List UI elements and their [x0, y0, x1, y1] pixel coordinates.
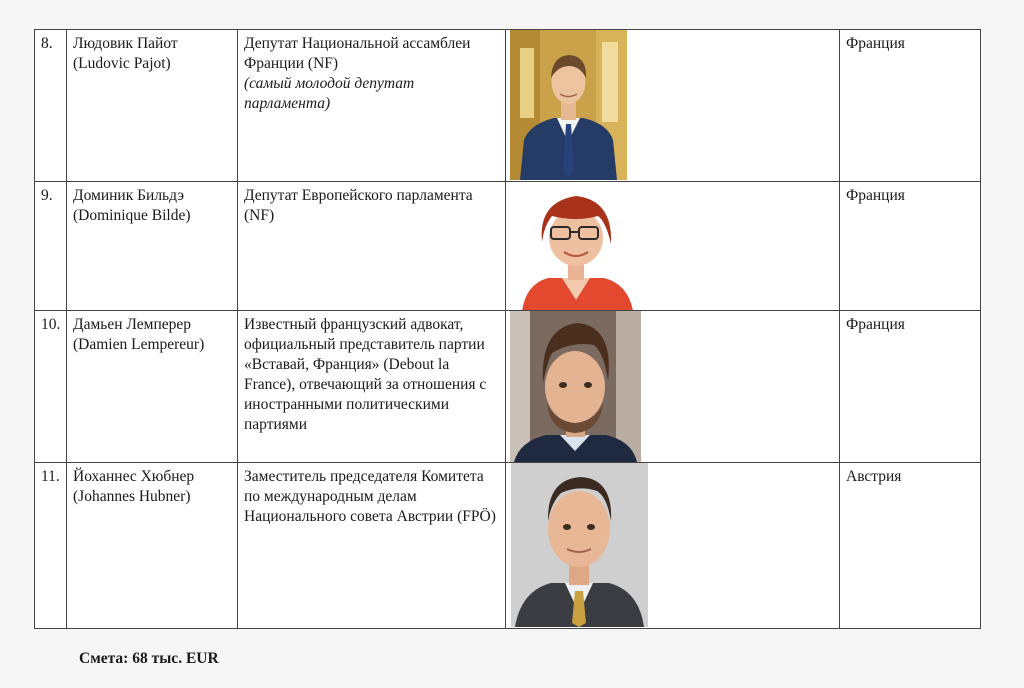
person-name-lat: (Damien Lempereur): [73, 336, 205, 353]
position-text: Депутат Европейского парламента (NF): [244, 187, 473, 224]
table-row: [35, 463, 981, 629]
budget-footer: Смета: 68 тыс. EUR: [79, 650, 219, 667]
table-row: [35, 311, 981, 463]
person-name-ru: Дамьен Лемперер: [73, 316, 192, 333]
person-name-ru: Доминик Бильдэ: [73, 187, 185, 204]
position-text: Заместитель председателя Комитета по международным делам Национального совета Австрии (FPÖ): [244, 468, 496, 525]
table-row: [35, 30, 981, 182]
person-name-cell: [67, 30, 238, 182]
photo-cell: [506, 463, 840, 629]
person-photo: [510, 311, 641, 462]
person-name-lat: (Johannes Hubner): [73, 488, 191, 505]
country-cell: Франция: [840, 182, 981, 311]
person-name-lat: (Dominique Bilde): [73, 207, 191, 224]
position-text: Известный французский адвокат, официальный представитель партии «Вставай, Франция» (Debout la France), отвечающий за отношения с иностранными политическими партиями: [244, 316, 487, 433]
position-cell: [238, 30, 506, 182]
person-name-cell: [67, 182, 238, 311]
photo-cell: [506, 311, 840, 463]
person-photo: [511, 463, 648, 627]
photo-cell: [506, 182, 840, 311]
table-row: [35, 182, 981, 311]
person-photo: [514, 182, 638, 311]
position-cell: [238, 182, 506, 311]
photo-cell: [506, 30, 840, 182]
person-name-lat: (Ludovic Pajot): [73, 55, 171, 72]
row-number: 10.: [35, 311, 67, 463]
position-cell: [238, 311, 506, 463]
row-number: 8.: [35, 30, 67, 182]
person-name-ru: Людовик Пайот: [73, 35, 178, 52]
person-name-cell: [67, 463, 238, 629]
position-note: (самый молодой депутат парламента): [244, 75, 415, 112]
country-cell: Франция: [840, 30, 981, 182]
person-photo: [510, 30, 627, 180]
members-table: [34, 29, 981, 629]
position-text: Депутат Национальной ассамблеи Франции (NF): [244, 35, 471, 72]
row-number: 9.: [35, 182, 67, 311]
person-name-cell: [67, 311, 238, 463]
position-cell: [238, 463, 506, 629]
row-number: 11.: [35, 463, 67, 629]
person-name-ru: Йоханнес Хюбнер: [73, 468, 195, 485]
country-cell: Австрия: [840, 463, 981, 629]
country-cell: Франция: [840, 311, 981, 463]
